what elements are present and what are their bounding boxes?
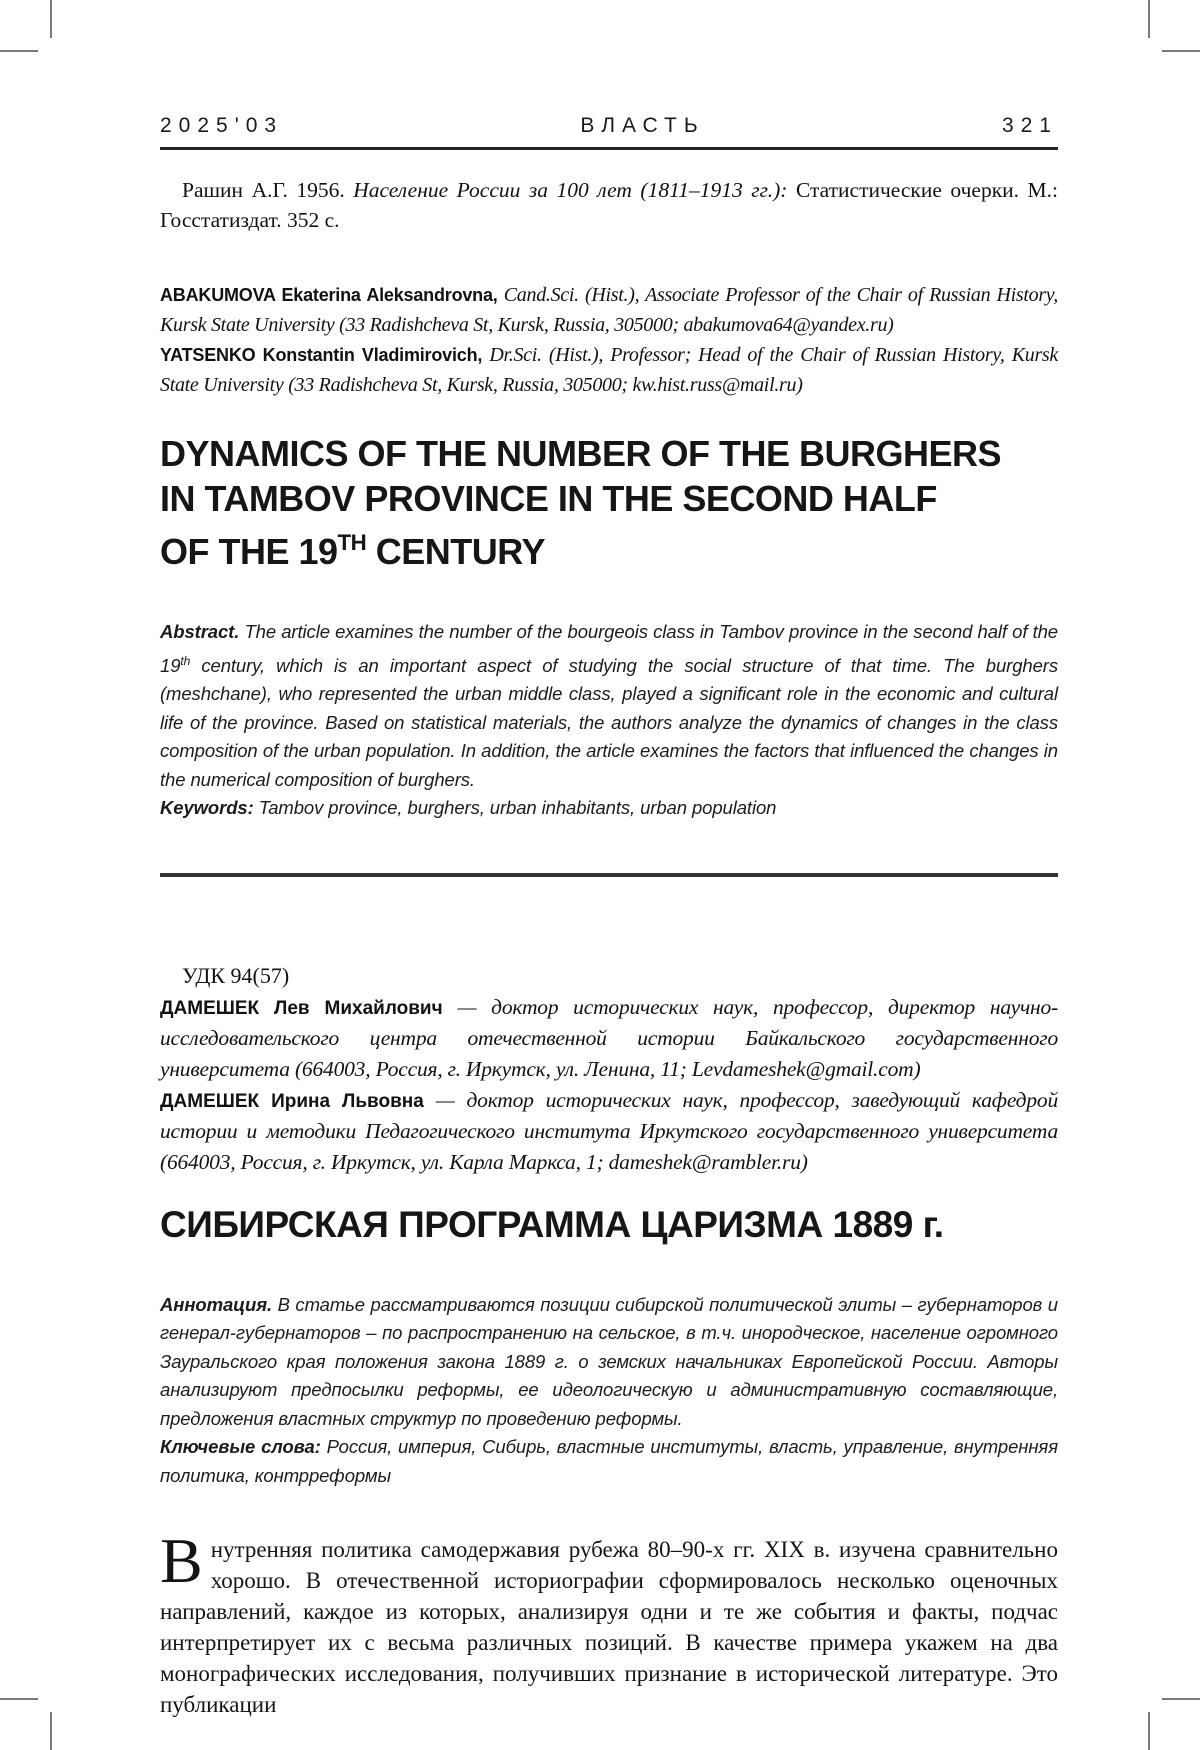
author-name: ABAKUMOVA Ekaterina Aleksandrovna,: [160, 285, 498, 305]
abstract-text: The article examines the number of the bourgeois class in Tambov province in the second half of the 19: [160, 621, 1058, 676]
keywords-text: Россия, империя, Сибирь, властные институты, власть, управление, внутренняя политика, контрреформы: [160, 1436, 1058, 1486]
keywords-label: Keywords:: [160, 797, 254, 819]
author-name: ДАМЕШЕК Ирина Львовна: [160, 1090, 424, 1112]
section-divider-rule: [160, 873, 1058, 877]
annotation-text: В статье рассматриваются позиции сибирской политической элиты – губернаторов и генерал-губернаторов – по распространению на сельское, в т.ч. инородческое, население огромного Зауральского края положения закона 1889 г. о земских начальниках Европейской России. Авторы анализируют предпосылки реформы, ее идеологическую и административную составляющие, предложения властных структур по проведению реформы.: [160, 1293, 1058, 1429]
abstract-superscript: th: [180, 653, 191, 668]
page-number: 321: [1001, 114, 1058, 137]
article-title-english: [160, 431, 1058, 574]
author-name: YATSENKO Konstantin Vladimirovich,: [160, 345, 483, 365]
crop-mark-top-left-vertical: [50, 0, 52, 38]
annotation-label: Аннотация.: [160, 1293, 273, 1315]
author-name: ДАМЕШЕК Лев Михайлович: [160, 997, 443, 1019]
crop-mark-top-left-horizontal: [0, 50, 38, 52]
title-line-text: CENTURY: [366, 531, 545, 572]
drop-cap: В: [160, 1525, 203, 1597]
article-title-russian: СИБИРСКАЯ ПРОГРАММА ЦАРИЗМА 1889 г.: [160, 1203, 944, 1245]
russian-authors-block: [160, 993, 1058, 1179]
author-affiliation: — доктор исторических наук, профессор, директор научно-исследовательского центра отечественной истории Байкальского государственного университета (664003, Россия, г. Иркутск, ул. Ленина, 11; Levdameshek@gmail.com): [160, 994, 1058, 1081]
author-entry: [160, 993, 1058, 1086]
reference-imprint: Статистические очерки. М.: Госстатиздат. 352 с.: [160, 178, 1058, 232]
crop-mark-bottom-left-horizontal: [0, 1698, 38, 1700]
annotation-paragraph: [160, 1291, 1058, 1434]
abstract-paragraph: [160, 618, 1058, 794]
crop-mark-bottom-right-horizontal: [1162, 1698, 1200, 1700]
author-affiliation: — доктор исторических наук, профессор, заведующий кафедрой истории и методики Педагогического института Иркутского государственного университета (664003, Россия, г. Иркутск, ул. Карла Маркса, 1; dameshek@rambler.ru): [160, 1087, 1059, 1174]
body-paragraph: [160, 1525, 1058, 1720]
title-line-text: OF THE 19: [160, 531, 338, 572]
title-superscript: TH: [337, 529, 367, 555]
reference-authors: Рашин А.Г. 1956.: [182, 178, 354, 202]
crop-mark-top-right-vertical: [1148, 0, 1150, 38]
keywords-label: Ключевые слова:: [160, 1436, 321, 1458]
author-affiliation: Dr.Sci. (Hist.), Professor; Head of the Chair of Russian History, Kursk State University (33 Radishcheva St, Kursk, Russia, 305000; kw.hist.russ@mail.ru): [160, 344, 1058, 396]
keywords-english: [160, 794, 1058, 823]
page-content: [160, 0, 1058, 1720]
keywords-text: Tambov province, burghers, urban inhabitants, urban population: [253, 797, 777, 819]
body-text: нутренняя политика самодержавия рубежа 80–90-х гг. XIX в. изучена сравнительно хорошо. В отечественной историографии сформировалось несколько оценочных направлений, каждое из которых, анализируя одни и те же события и факты, подчас интерпретирует их с весьма различных позиций. В качестве примера укажем на два монографических исследования, получивших признание в исторической литературе. Это публикации: [160, 1537, 1058, 1718]
english-authors-block: [160, 281, 1058, 401]
abstract-text: century, which is an important aspect of studying the social structure of that time. The burghers (meshchane), who represented the urban middle class, played a significant role in the economic and cultural life of the province. Based on statistical materials, the authors analyze the dynamics of changes in the class composition of the urban population. In addition, the article examines the factors that influenced the changes in the numerical composition of burghers.: [160, 654, 1058, 790]
crop-mark-top-right-horizontal: [1162, 50, 1200, 52]
author-entry: [160, 281, 1058, 341]
keywords-russian: [160, 1433, 1058, 1490]
title-line: DYNAMICS OF THE NUMBER OF THE BURGHERS: [160, 433, 1002, 474]
author-entry: [160, 341, 1058, 401]
author-affiliation: Cand.Sci. (Hist.), Associate Professor of the Chair of Russian History, Kursk State University (33 Radishcheva St, Kursk, Russia, 305000; abakumova64@yandex.ru): [160, 284, 1058, 336]
abstract-label: Abstract.: [160, 621, 240, 642]
abstract-block: [160, 618, 1058, 823]
title-line: IN TAMBOV PROVINCE IN THE SECOND HALF: [160, 478, 937, 519]
crop-mark-bottom-left-vertical: [50, 1712, 52, 1750]
author-entry: [160, 1086, 1058, 1179]
crop-mark-bottom-right-vertical: [1148, 1712, 1150, 1750]
udc-code: УДК 94(57): [182, 962, 290, 988]
annotation-block: [160, 1291, 1058, 1491]
issue-number: 2025'03: [160, 114, 284, 137]
reference-title: Население России за 100 лет (1811–1913 гг.):: [353, 178, 796, 202]
title-line: [160, 521, 1058, 574]
reference-entry: [160, 175, 1058, 235]
running-head: [160, 114, 1058, 150]
journal-title: ВЛАСТЬ: [580, 114, 705, 137]
